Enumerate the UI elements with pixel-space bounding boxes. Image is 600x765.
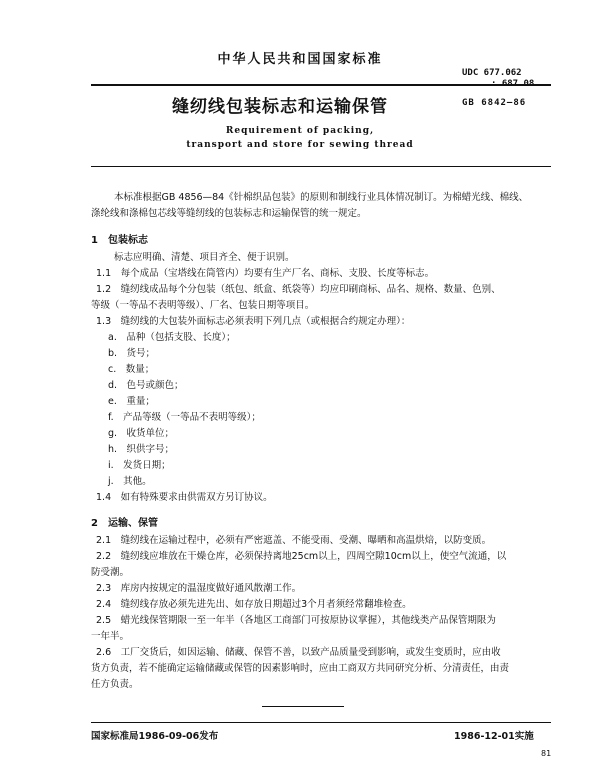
header-rule	[91, 84, 551, 86]
clause-2-6-line3: 任方负责。	[91, 679, 139, 690]
footer-rule	[91, 722, 551, 723]
clause-1-3: 1.3 缝纫线的大包装外面标志必须表明下列几点（或根据合约规定办理）：	[96, 316, 411, 327]
title-rule	[91, 166, 551, 167]
clause-1-2-line2: 等级（一等品不表明等级）、厂名、包装日期等项目。	[91, 300, 315, 311]
clause-2-6-line2: 货方负责，若不能确定运输储藏或保管的因素影响时，应由工商双方共同研究分析、分清责任，由责	[91, 663, 510, 674]
clause-2-5-line2: 一年半。	[91, 631, 130, 642]
english-title-line1: Requirement of packing,	[225, 126, 375, 136]
list-item: e. 重量；	[108, 396, 155, 407]
list-item: a. 品种（包括支股、长度）；	[108, 332, 236, 343]
clause-1-1: 1.1 每个成品（宝塔线在筒管内）均要有生产厂名、商标、支股、长度等标志。	[96, 268, 435, 279]
clause-2-1: 2.1 缝纫线在运输过程中，必须有严密遮盖、不能受雨、受潮、曝晒和高温烘焙，以防变质。	[96, 535, 492, 546]
clause-2-3: 2.3 库房内按规定的温湿度做好通风散潮工作。	[96, 583, 302, 594]
list-item: d. 色号或颜色；	[108, 380, 184, 391]
standard-category-title: 中华人民共和国国家标准	[217, 52, 383, 67]
list-item: h. 织供字号；	[108, 444, 175, 455]
intro-line1: 本标准根据GB 4856—84《针棉织品包装》的原则和制线行业具体情况制订。为棉蜡光线、棉线、	[114, 192, 529, 203]
document-title: 缝纫线包装标志和运输保管	[172, 97, 388, 117]
clause-2-4: 2.4 缝纫线存放必须先进先出、如存放日期超过3个月者须经常翻堆检查。	[96, 599, 412, 610]
issue-date: 国家标准局1986-09-06发布	[91, 731, 219, 742]
effective-date: 1986-12-01实施	[454, 731, 534, 742]
list-item: c. 数量；	[108, 364, 155, 375]
section2-heading: 2 运输、保管	[91, 518, 158, 529]
english-title-line2: transport and store for sewing thread	[186, 140, 414, 150]
list-item: f. 产品等级（一等品不表明等级）；	[108, 412, 261, 423]
list-item: j. 其他。	[108, 476, 152, 487]
page-number: 81	[541, 749, 552, 758]
list-item: b. 货号；	[108, 348, 156, 359]
section1-heading: 1 包装标志	[91, 235, 148, 246]
intro-line2: 涤纶线和涤棉包芯线等缝纫线的包装标志和运输保管的统一规定。	[91, 208, 367, 219]
list-item: i. 发货日期；	[108, 460, 171, 471]
section1-lead: 标志应明确、清楚、项目齐全、便于识别。	[114, 252, 295, 263]
list-item: g. 收货单位；	[108, 428, 175, 439]
clause-2-6-line1: 2.6 工厂交货后，如因运输、储藏、保管不善，以致产品质量受到影响，或发生变质时，应由收	[96, 647, 501, 658]
clause-2-5-line1: 2.5 蜡光线保管期限一至一年半（各地区工商部门可按原协议掌握），其他线类产品保管期限为	[96, 615, 496, 626]
clause-2-2-line1: 2.2 缝纫线应堆放在干燥仓库，必须保持离地25cm以上，四周空隙10cm以上，使空气流通，以	[96, 551, 507, 562]
end-mark-rule	[262, 706, 344, 707]
clause-1-2-line1: 1.2 缝纫线成品每个分包装（纸包、纸盒、纸袋等）均应印刷商标、品名、规格、数量、色别、	[96, 284, 501, 295]
clause-1-4: 1.4 如有特殊要求由供需双方另订协议。	[96, 492, 273, 503]
gb-standard-number: GB 6842—86	[462, 98, 527, 108]
clause-2-2-line2: 防受潮。	[91, 567, 130, 578]
udc-code-line1: UDC 677.062	[462, 68, 522, 78]
